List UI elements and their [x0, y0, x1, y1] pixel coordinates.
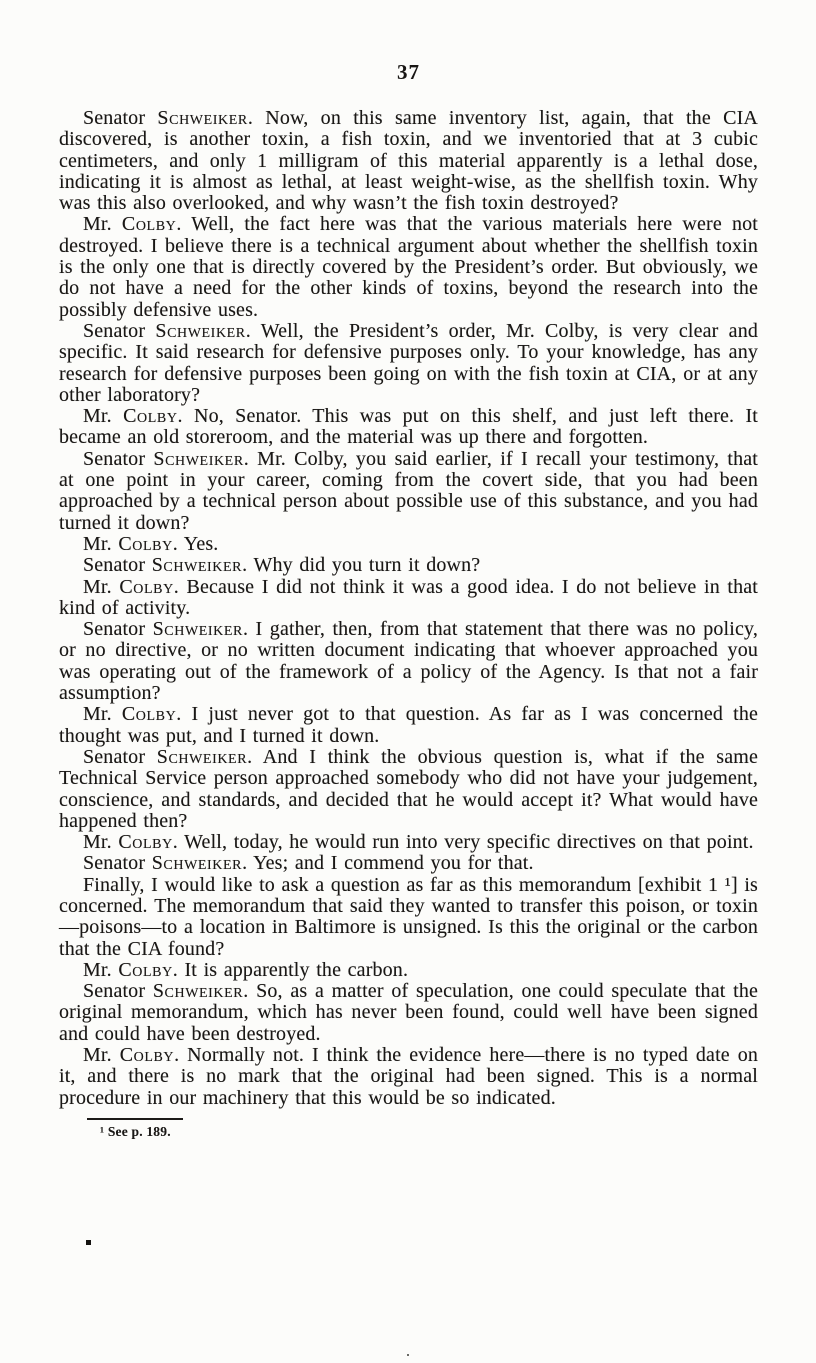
ink-spot [407, 1354, 409, 1356]
speaker-prefix: Senator [83, 980, 153, 1003]
speaker-name: Schweiker [151, 554, 243, 577]
transcript-paragraph [59, 619, 758, 704]
transcript [59, 108, 758, 1139]
speaker-prefix: Mr. [83, 958, 119, 981]
transcript-paragraph [59, 747, 758, 832]
footnote-rule [87, 1118, 183, 1120]
paragraph-text: . Well, the fact here was that the various materials here were not destroyed. I believe there is a technical argument about whether the shellfish toxin is the only one that is directly covered by the President’s order. But obviously, we do not have a need for the other kinds of toxins, beyond the research into the possibly defensive uses. [59, 213, 758, 321]
transcript-paragraph [59, 321, 758, 406]
speaker-prefix: Senator [83, 107, 158, 129]
paragraph-text: . Why did you turn it down? [242, 554, 481, 577]
paragraph-text: . Yes; and I commend you for that. [242, 852, 534, 875]
paragraph-text: . It is apparently the carbon. [172, 958, 409, 981]
transcript-paragraph [59, 577, 758, 620]
speaker-prefix: Mr. [83, 405, 124, 428]
speaker-name: Schweiker [153, 447, 244, 470]
speaker-prefix: Senator [83, 319, 156, 342]
speaker-name: Schweiker [156, 745, 248, 768]
speaker-name: Schweiker [157, 107, 248, 129]
speaker-prefix: Senator [83, 618, 153, 641]
footnote-marker: ¹ [100, 1123, 105, 1139]
paragraph-text: . I just never got to that question. As far as I was concerned the thought was put, and I turned it down. [59, 703, 758, 747]
speaker-name: Schweiker [155, 319, 246, 342]
paragraph-text: . And I think the obvious question is, what if the same Technical Service person approached somebody who did not have your judgement, conscience, and standards, and decided that he would accept it? What would have happened then? [59, 745, 758, 832]
paragraph-text: . Yes. [172, 532, 219, 555]
transcript-paragraph [59, 704, 758, 747]
speaker-prefix: Senator [83, 554, 152, 577]
speaker-prefix: Mr. [83, 703, 122, 726]
transcript-paragraph [59, 853, 758, 874]
footnote-block [59, 1118, 758, 1139]
transcript-paragraph [59, 555, 758, 576]
paragraph-text: . Well, the President’s order, Mr. Colby, is very clear and specific. It said research for defensive purposes only. To your knowledge, has any research for defensive purposes been going on with the fish toxin at CIA, or at any other laboratory? [59, 319, 758, 406]
ink-spot [86, 1240, 91, 1245]
paragraph-text: . I gather, then, from that statement that there was no policy, or no directive, or no written document indicating that whoever approached you was operating out of the framework of a policy of the Agency. Is that not a fair assumption? [59, 618, 758, 705]
speaker-prefix: Mr. [83, 532, 119, 555]
speaker-name: Colby [118, 532, 173, 555]
transcript-paragraph [59, 449, 758, 534]
transcript-paragraph [59, 214, 758, 320]
paragraph-text: . Normally not. I think the evidence here—there is no typed date on it, and there is no mark that the original had been signed. This is a normal procedure in our machinery that this would be so indicated. [59, 1044, 759, 1109]
speaker-name: Colby [123, 405, 178, 428]
speaker-prefix: Mr. [83, 213, 122, 236]
speaker-prefix: Mr. [83, 1044, 120, 1067]
transcript-paragraph [59, 534, 758, 555]
speaker-name: Colby [118, 958, 173, 981]
speaker-prefix: Mr. [83, 575, 120, 598]
paragraph-text: . So, as a matter of speculation, one could speculate that the original memorandum, which has never been found, could well have been signed and could have been destroyed. [59, 980, 758, 1045]
speaker-prefix: Senator [83, 852, 152, 875]
transcript-paragraph [59, 1045, 758, 1109]
transcript-paragraph [59, 108, 758, 214]
speaker-name: Schweiker [152, 980, 244, 1003]
transcript-paragraph [59, 832, 758, 853]
transcript-paragraph [59, 875, 758, 960]
speaker-prefix: Senator [83, 447, 154, 470]
transcript-paragraph [59, 960, 758, 981]
speaker-name: Colby [119, 1044, 175, 1067]
transcript-paragraph [59, 406, 758, 449]
speaker-name: Schweiker [151, 852, 243, 875]
paragraph-text: . Well, today, he would run into very specific directives on that point. [172, 831, 754, 854]
speaker-name: Colby [121, 703, 177, 726]
paragraph-text: Finally, I would like to ask a question as far as this memorandum [exhibit 1 ¹] is concerned. The memorandum that said they wanted to transfer this poison, or toxin—poisons—to a location in Baltimore is unsigned. Is this the original or the carbon that the CIA found? [59, 873, 758, 960]
speaker-prefix: Senator [83, 745, 157, 768]
paragraph-text: . Because I did not think it was a good idea. I do not believe in that kind of activity. [59, 575, 758, 619]
speaker-name: Colby [121, 213, 177, 236]
footnote [59, 1124, 758, 1139]
paragraph-text: . Mr. Colby, you said earlier, if I recall your testimony, that at one point in your career, coming from the covert side, that you had been approached by a technical person about possible use of this substance, and you had turned it down? [59, 447, 758, 534]
paragraph-text: . No, Senator. This was put on this shelf, and just left there. It became an old storeroom, and the material was up there and forgotten. [59, 405, 758, 449]
footnote-text: See p. 189. [107, 1123, 171, 1139]
speaker-prefix: Mr. [83, 831, 119, 854]
speaker-name: Schweiker [152, 618, 243, 641]
page-number: 37 [397, 60, 420, 84]
transcript-paragraph [59, 981, 758, 1045]
speaker-name: Colby [118, 831, 173, 854]
speaker-name: Colby [119, 575, 174, 598]
paragraph-text: . Now, on this same inventory list, again, that the CIA discovered, is another toxin, a fish toxin, and we inventoried that at 3 cubic centimeters, and only 1 milligram of this material apparently is a lethal dose, indicating it is almost as lethal, at least weight-wise, as the shellfish toxin. Why was this also overlooked, and why wasn’t the fish toxin destroyed? [59, 107, 758, 215]
